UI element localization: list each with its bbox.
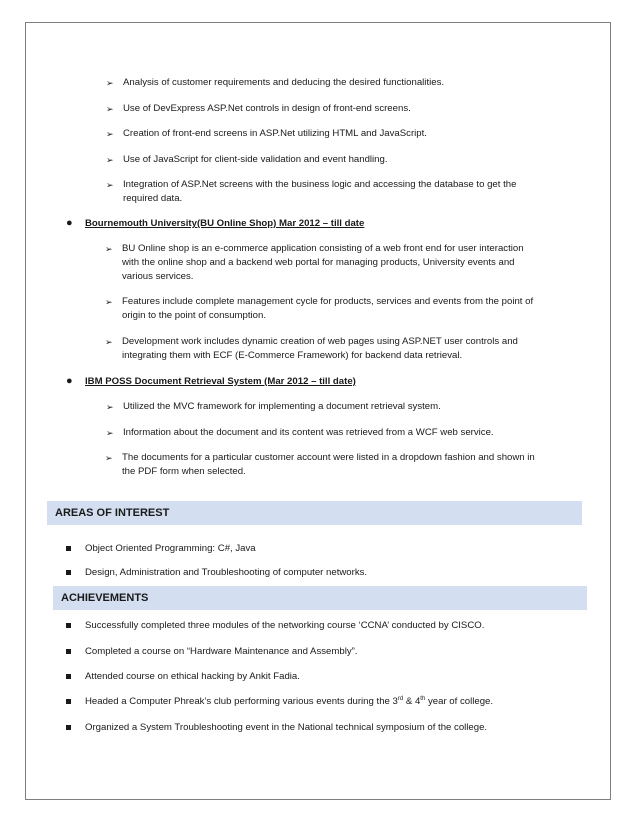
- round-bullet-icon: ●: [66, 217, 73, 229]
- arrow-bullet-icon: ➢: [106, 104, 114, 114]
- square-bullet-icon: [66, 725, 71, 730]
- section-header-achievements: ACHIEVEMENTS: [53, 586, 587, 610]
- arrow-bullet-icon: ➢: [106, 402, 114, 412]
- square-bullet-icon: [66, 546, 71, 551]
- square-bullet-icon: [66, 623, 71, 628]
- arrow-bullet-icon: ➢: [106, 129, 114, 139]
- arrow-bullet-icon: ➢: [106, 155, 114, 165]
- square-bullet-icon: [66, 570, 71, 575]
- arrow-bullet-icon: ➢: [105, 337, 113, 347]
- square-bullet-icon: [66, 699, 71, 704]
- round-bullet-icon: ●: [66, 375, 73, 387]
- arrow-bullet-icon: ➢: [105, 297, 113, 307]
- arrow-bullet-icon: ➢: [106, 78, 114, 88]
- arrow-bullet-icon: ➢: [105, 244, 113, 254]
- arrow-bullet-icon: ➢: [105, 453, 113, 463]
- arrow-bullet-icon: ➢: [106, 428, 114, 438]
- square-bullet-icon: [66, 649, 71, 654]
- arrow-bullet-icon: ➢: [106, 180, 114, 190]
- square-bullet-icon: [66, 674, 71, 679]
- section-header-areas-of-interest: AREAS OF INTEREST: [47, 501, 582, 525]
